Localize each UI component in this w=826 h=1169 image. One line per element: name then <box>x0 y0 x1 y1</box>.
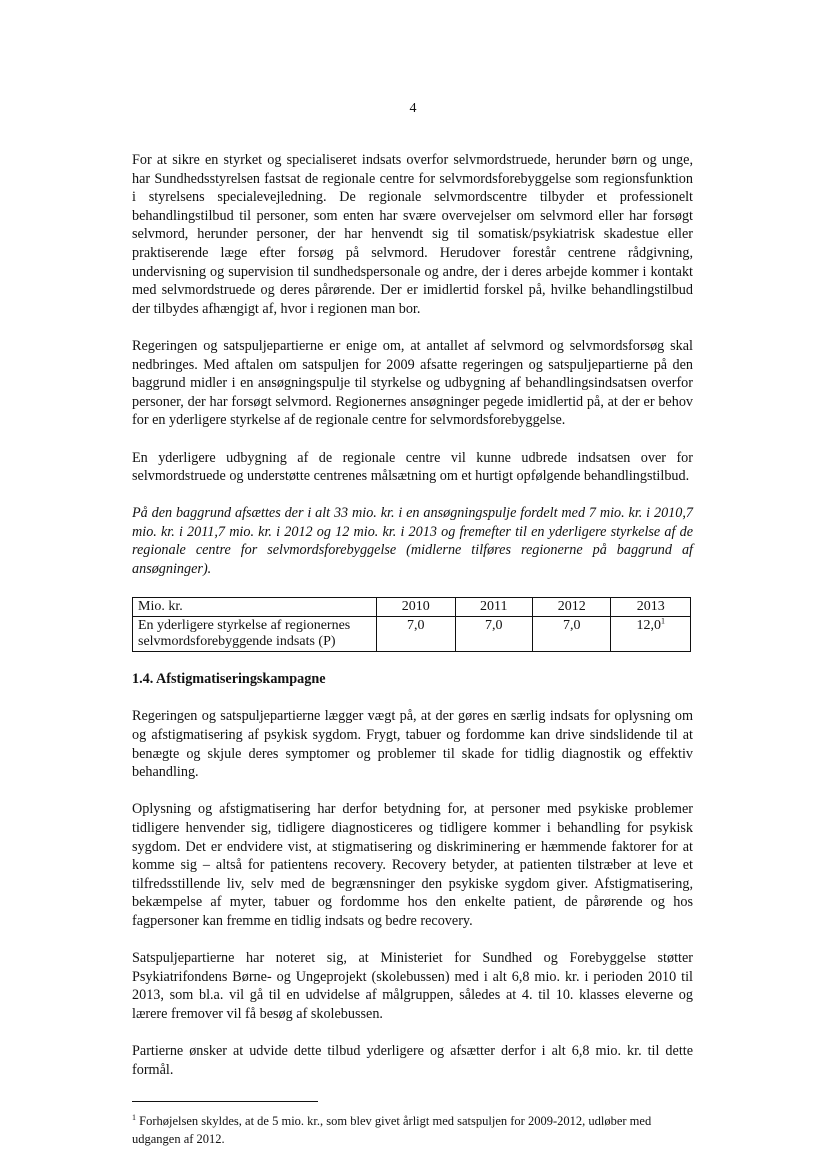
paragraph: Regeringen og satspuljepartierne lægger vægt på, at der gøres en særlig indsats for oplysning om og afstigmatisering af psykisk sygdom. Frygt, tabuer og fordomme kan drive sindslidende til at benægte og skjule deres symptomer og problemer til skade for tidlig diagnostik og effektiv behandling. <box>132 708 693 781</box>
footnote-reference: 1 <box>660 616 665 626</box>
table-row-label: En yderligere styrkelse af regionernes selvmordsforebyggende indsats (P) <box>133 617 377 652</box>
footnote-marker: 1 <box>132 1113 136 1123</box>
page-number: 4 <box>409 101 417 116</box>
paragraph: En yderligere udbygning af de regionale centre vil kunne udbrede indsatsen over for selvmordstruede og understøtte centrenes målsætning om et hurtigt opfølgende behandlingstilbud. <box>132 449 693 485</box>
table-cell: 7,0 <box>377 617 456 652</box>
table-header-cell: 2012 <box>532 598 611 617</box>
table-cell-value: 12,0 <box>636 618 661 634</box>
paragraph: For at sikre en styrket og specialiseret indsats overfor selvmordstruede, herunder børn og unge, har Sundhedsstyrelsen fastsat de regionale centre for selvmordsforebyggelse som regionsfunktion i styrelsens specialevejledning. De regionale selvmordscentre tilbyder et professionelt behandlingstilbud til personer, som enten har svære overvejelser om selvmord eller har forsøgt selvmord, herunder personer, der har henvendt sig til somatisk/psykiatrisk skadestue eller praktiserende læge efter forsøg på selvmord. Herudover forestår centrene rådgivning, undervisning og supervision til sundhedspersonale og andre, der i deres arbejde kommer i kontakt med selvmordstruede og deres pårørende. Der er imidlertid forskel på, hvilke behandlingstilbud der tilbydes afhængigt af, hvor i regionen man bor. <box>132 152 693 317</box>
paragraph: Satspuljepartierne har noteret sig, at Ministeriet for Sundhed og Forebyggelse støtter Psykiatrifondens Børne- og Ungeprojekt (skolebussen) med i alt 6,8 mio. kr. i perioden 2010 til 2013, som bl.a. vil gå til en udvidelse af målgruppen, således at 4. til 10. klasses eleverne og lærere fremover vil få besøg af skolebussen. <box>132 950 693 1022</box>
section-heading: 1.4. Afstigmatiseringskampagne <box>132 671 326 688</box>
table-header-cell: 2011 <box>455 598 532 617</box>
table-header-cell: Mio. kr. <box>133 598 377 617</box>
table-row <box>133 617 691 652</box>
page-content <box>132 151 693 1148</box>
table-header-cell: 2010 <box>377 598 456 617</box>
budget-table <box>132 597 691 652</box>
paragraph: Oplysning og afstigmatisering har derfor betydning for, at personer med psykiske problemer tidligere henvender sig, tidligere diagnosticeres og tidligere kommer i behandling for psykisk sygdom. Det er endvidere vist, at stigmatisering og diskriminering er hæmmende faktorer for at komme sig – altså for patientens recovery. Recovery betyder, at patienten tilstræber at leve et tilfredsstillende liv, selv med de begrænsninger den psykiske sygdom giver. Afstigmatisering, bekæmpelse af myter, tabuer og fordomme hos den enkelte patient, de pårørende og hos fagpersoner kan fremme en tidlig indsats og bedre recovery. <box>132 801 693 929</box>
table-header-cell: 2013 <box>611 598 691 617</box>
paragraph: Regeringen og satspuljepartierne er enige om, at antallet af selvmord og selvmordsforsøg skal nedbringes. Med aftalen om satspuljen for 2009 afsatte regeringen og satspuljepartierne på den baggrund midler i en ansøgningspulje til styrkelse og udbygning af behandlingsindsatsen overfor personer, der har forsøgt selvmord. Regionernes ansøgninger pegede imidlertid på, at der er behov for en yderligere styrkelse af de regionale centre for selvmordsforebyggelse. <box>132 337 693 429</box>
footnote-text: Forhøjelsen skyldes, at de 5 mio. kr., som blev givet årligt med satspuljen for 2009-2012, udløber med udgangen af 2012. <box>132 1114 652 1147</box>
table-cell: 7,0 <box>455 617 532 652</box>
paragraph: Partierne ønsker at udvide dette tilbud yderligere og afsætter derfor i alt 6,8 mio. kr. til dette formål. <box>132 1043 693 1078</box>
table-header-row <box>133 598 691 617</box>
paragraph-italic: På den baggrund afsættes der i alt 33 mio. kr. i en ansøgningspulje fordelt med 7 mio. kr. i 2010,7 mio. kr. i 2011,7 mio. kr. i 2012 og 12 mio. kr. i 2013 og fremefter til en yderligere styrkelse af de regionale centre for selvmordsforebyggelse (midlerne tilføres regionerne på baggrund af ansøgninger). <box>132 505 693 578</box>
table-cell <box>611 617 691 652</box>
table-cell: 7,0 <box>532 617 611 652</box>
footnote <box>132 1112 693 1148</box>
footnote-divider <box>132 1101 318 1102</box>
